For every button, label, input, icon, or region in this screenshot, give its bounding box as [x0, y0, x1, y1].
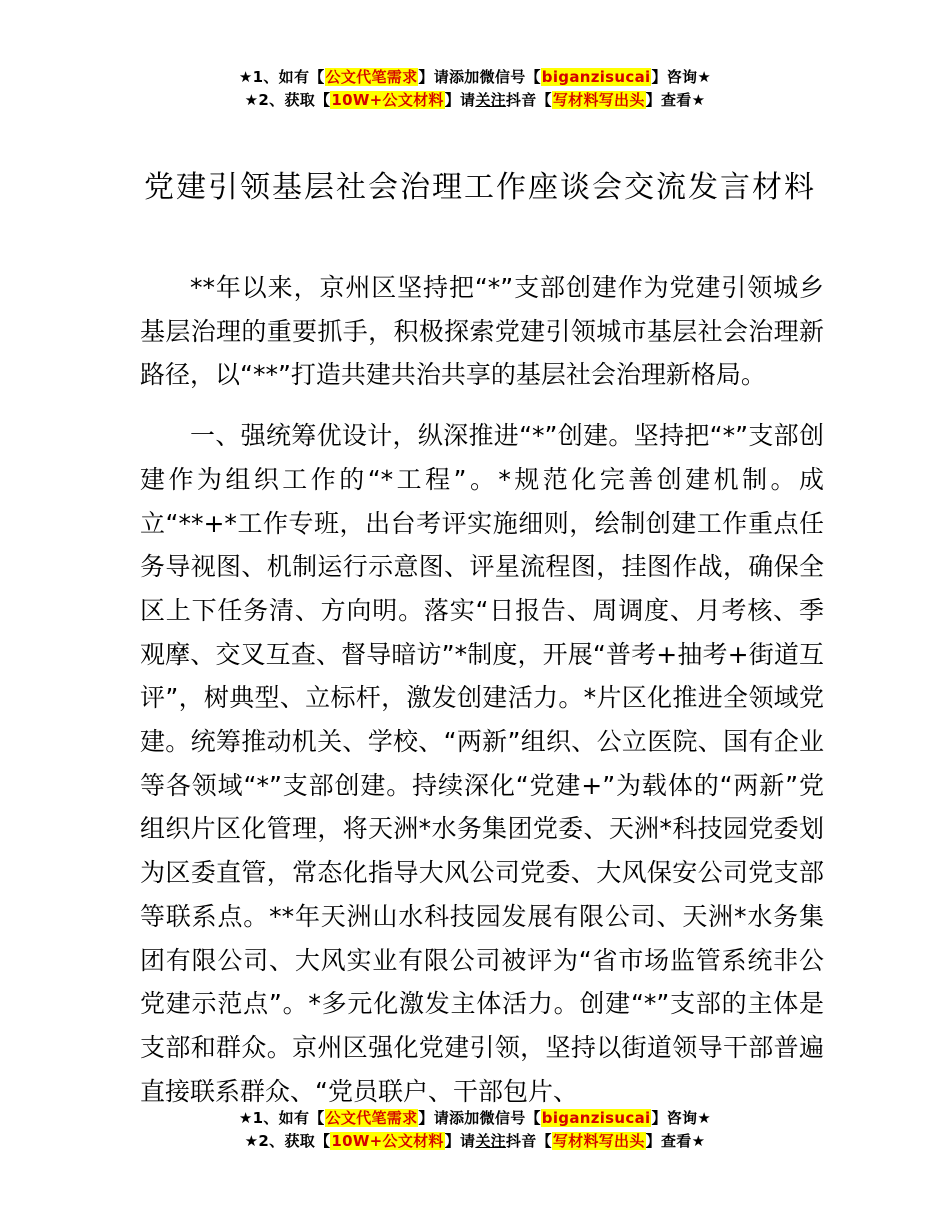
- paragraph-intro: **年以来，京州区坚持把“*”支部创建作为党建引领城乡基层治理的重要抓手，积极探索党建引领城市基层社会治理新路径，以“**”打造共建共治共享的基层社会治理新格局。: [140, 273, 824, 390]
- banner-text: ★2、获取【: [244, 91, 331, 109]
- banner-text: 】咨询★: [651, 1109, 712, 1127]
- banner-text: 】查看★: [645, 91, 706, 109]
- banner-line-1: [0, 66, 950, 89]
- banner-text: 抖音【: [505, 1132, 552, 1150]
- banner-text: 】请添加微信号【: [418, 1109, 541, 1127]
- highlight-douyin-account: 写材料写出头: [552, 91, 645, 109]
- banner-text: 】请添加微信号【: [418, 68, 541, 86]
- header-banner: [0, 66, 950, 112]
- banner-text: ★1、如有【: [238, 68, 325, 86]
- footer-banner: [0, 1107, 950, 1153]
- underlined-follow: 关注: [475, 91, 506, 109]
- banner-text: 】请: [444, 91, 476, 109]
- banner-text: 】咨询★: [651, 68, 712, 86]
- document-body: [140, 266, 824, 1113]
- highlight-douyin-account: 写材料写出头: [552, 1132, 645, 1150]
- paragraph-section-1: 一、强统筹优设计，纵深推进“*”创建。坚持把“*”支部创建作为组织工作的“*工程”。*规范化完善创建机制。成立“**+*工作专班，出台考评实施细则，绘制创建工作重点任务导视图、机制运行示意图、评星流程图，挂图作战，确保全区上下任务清、方向明。落实“日报告、周调度、月考核、季观摩、交叉互查、督导暗访”*制度，开展“普考+抽考+街道互评”，树典型、立标杆，激发创建活力。*片区化推进全领域党建。统筹推动机关、学校、“两新”组织、公立医院、国有企业等各领域“*”支部创建。持续深化“党建+”为载体的“两新”党组织片区化管理，将天洲*水务集团党委、天洲*科技园党委划为区委直管，常态化指导大风公司党委、大风保安公司党支部等联系点。**年天洲山水科技园发展有限公司、天洲*水务集团有限公司、大风实业有限公司被评为“省市场监管系统非公党建示范点”。*多元化激发主体活力。创建“*”支部的主体是支部和群众。京州区强化党建引领，坚持以街道领导干部普遍直接联系群众、“党员联户、干部包片、: [140, 421, 824, 1106]
- banner-text: 】查看★: [645, 1132, 706, 1150]
- underlined-follow: 关注: [475, 1132, 506, 1150]
- highlight-ghostwriting: 公文代笔需求: [325, 1109, 418, 1127]
- banner-text: ★2、获取【: [244, 1132, 331, 1150]
- banner-text: 】请: [444, 1132, 476, 1150]
- highlight-wechat-id: biganzisucai: [541, 1109, 651, 1127]
- banner-line-2: [0, 1130, 950, 1153]
- highlight-materials: 10W+公文材料: [331, 91, 444, 109]
- banner-text: ★1、如有【: [238, 1109, 325, 1127]
- banner-line-1: [0, 1107, 950, 1130]
- document-title: 党建引领基层社会治理工作座谈会交流发言材料: [144, 170, 816, 205]
- banner-text: 抖音【: [505, 91, 552, 109]
- banner-line-2: [0, 89, 950, 112]
- highlight-wechat-id: biganzisucai: [541, 68, 651, 86]
- highlight-ghostwriting: 公文代笔需求: [325, 68, 418, 86]
- highlight-materials: 10W+公文材料: [331, 1132, 444, 1150]
